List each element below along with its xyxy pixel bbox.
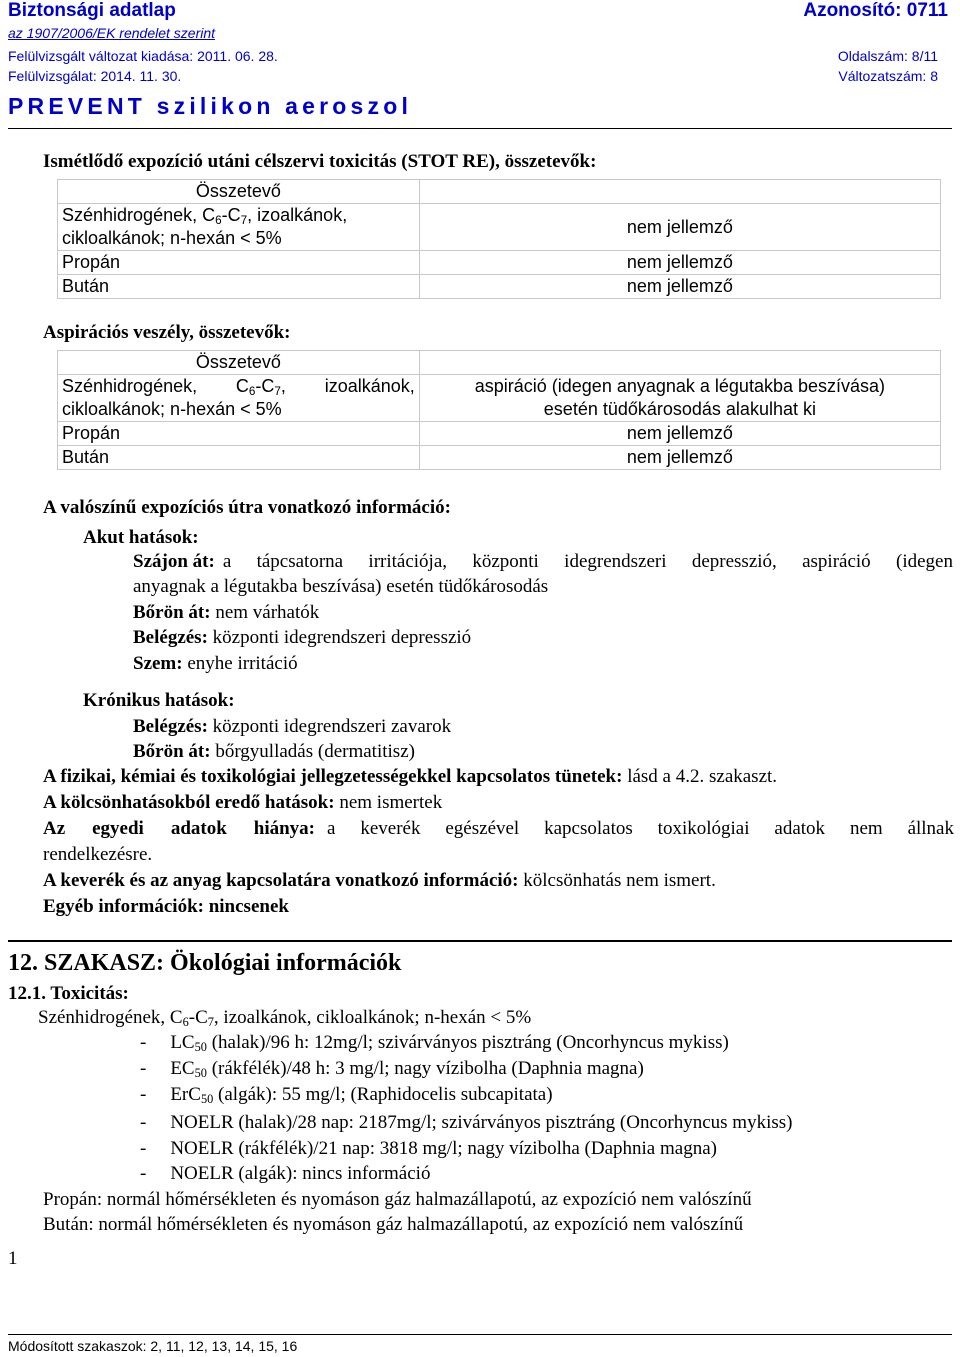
- toxicity-heading: 12.1. Toxicitás:: [8, 983, 129, 1004]
- missing-data-line2: rendelkezésre.: [43, 844, 153, 865]
- symptoms-info: A fizikai, kémiai és toxikológiai jellegzetességekkel kapcsolatos tünetek: lásd a 4.2. szakaszt.: [43, 766, 778, 787]
- document-id: Azonosító: 0711: [803, 0, 948, 21]
- page-number: Oldalszám: 8/11: [837, 48, 938, 64]
- toxicity-item: - $EC_{50}$ (rákfélék)/48 h: 3 mg/l; nagy vízibolha (Daphnia magna): [140, 1058, 644, 1080]
- chronic-heading: Krónikus hatások:: [83, 690, 235, 711]
- interaction-info: A kölcsönhatásokból eredő hatások: nem ismertek: [43, 792, 443, 813]
- section-divider: [8, 940, 952, 942]
- regulation-reference: az 1907/2006/EK rendelet szerint: [8, 25, 216, 41]
- toxicity-item: - ErC$_{50}$ (algák): 55 mg/l; (Raphidocelis subcapitata): [140, 1084, 553, 1106]
- toxicity-item: - $LC_{50}$ (halak)/96 h: 12mg/l; szivárványos pisztráng (Oncorhyncus mykiss): [140, 1032, 729, 1054]
- table-row: [58, 422, 941, 446]
- missing-data-label: Az egyedi adatok hiánya:: [43, 818, 315, 839]
- component-name: Szénhidrogének, $C_6-C_7$, izoalkánok, cikloalkánok; n-hexán < 5%: [58, 375, 420, 422]
- table-row: [58, 275, 941, 299]
- aspiration-table: [57, 350, 941, 470]
- table-row: [58, 204, 941, 251]
- table-header-cell: Összetevő: [58, 180, 420, 204]
- oral-effects-line1: [133, 551, 953, 573]
- component-name: Propán: [58, 251, 420, 275]
- butane-note: Bután: normál hőmérsékleten és nyomáson gáz halmazállapotú, az expozíció nem valószínű: [43, 1214, 744, 1235]
- chronic-skin-effects: Bőrön át: bőrgyulladás (dermatitisz): [133, 741, 415, 762]
- oral-label: Szájon át:: [133, 551, 215, 572]
- footnote-marker: 1: [8, 1248, 18, 1269]
- mixture-info: A keverék és az anyag kapcsolatára vonatkozó információ: kölcsönhatás nem ismert.: [43, 870, 716, 891]
- toxicity-item: - NOELR (algák): nincs információ: [140, 1163, 431, 1184]
- missing-data-text: a keverék egészével kapcsolatos toxikológiai adatok nem állnak: [327, 818, 954, 839]
- acute-heading: Akut hatások:: [83, 527, 199, 548]
- component-name: Bután: [58, 275, 420, 299]
- revision-date: Felülvizsgálat: 2014. 11. 30.: [8, 68, 182, 84]
- revision-issue-date: Felülvizsgált változat kiadása: 2011. 06. 28.: [8, 48, 278, 64]
- inhalation-effects: Belégzés: központi idegrendszeri depresszió: [133, 627, 472, 648]
- toxicity-component: Szénhidrogének, $C_6-C_7$, izoalkánok, cikloalkánok; n-hexán < 5%: [38, 1007, 532, 1029]
- exposure-heading: A valószínű expozíciós útra vonatkozó információ:: [43, 497, 451, 518]
- table-header-cell: Összetevő: [58, 351, 420, 375]
- component-name: Szénhidrogének, $C_6-C_7$, izoalkánok, cikloalkánok; n-hexán < 5%: [58, 204, 420, 251]
- table-row: [58, 446, 941, 470]
- modified-sections: Módosított szakaszok: 2, 11, 12, 13, 14, 15, 16: [8, 1338, 298, 1354]
- header-divider: [8, 128, 952, 129]
- chronic-inhalation-effects: Belégzés: központi idegrendszeri zavarok: [133, 716, 452, 737]
- table-row: [58, 375, 941, 422]
- propane-note: Propán: normál hőmérsékleten és nyomáson gáz halmazállapotú, az expozíció nem valószínű: [43, 1189, 752, 1210]
- component-value: nem jellemző: [419, 275, 940, 299]
- footer-divider: [8, 1334, 952, 1335]
- toxicity-item: - NOELR (rákfélék)/21 nap: 3818 mg/l; nagy vízibolha (Daphnia magna): [140, 1138, 717, 1159]
- table-row: [58, 180, 941, 204]
- other-info: Egyéb információk: nincsenek: [43, 896, 289, 917]
- component-name: Bután: [58, 446, 420, 470]
- section-12-heading: 12. SZAKASZ: Ökológiai információk: [8, 950, 402, 976]
- table-row: [58, 251, 941, 275]
- component-value: nem jellemző: [419, 204, 940, 251]
- component-value: nem jellemző: [419, 446, 940, 470]
- table-row: [58, 351, 941, 375]
- stot-table: [57, 179, 941, 299]
- skin-effects: Bőrön át: nem várhatók: [133, 602, 320, 623]
- oral-effects-line2: anyagnak a légutakba beszívása) esetén tüdőkárosodás: [133, 576, 549, 597]
- version-number: Változatszám: 8: [838, 68, 938, 84]
- component-value: nem jellemző: [419, 251, 940, 275]
- product-name: PREVENT szilikon aeroszol: [8, 93, 413, 119]
- component-value: aspiráció (idegen anyagnak a légutakba beszívása) esetén tüdőkárosodás alakulhat ki: [419, 375, 940, 422]
- component-value: nem jellemző: [419, 422, 940, 446]
- stot-heading: Ismétlődő expozíció utáni célszervi toxicitás (STOT RE), összetevők:: [43, 151, 597, 172]
- document-title: Biztonsági adatlap: [8, 0, 176, 21]
- toxicity-item: - NOELR (halak)/28 nap: 2187mg/l; szivárványos pisztráng (Oncorhyncus mykiss): [140, 1112, 793, 1133]
- aspiration-heading: Aspirációs veszély, összetevők:: [43, 322, 291, 343]
- oral-text: a tápcsatorna irritációja, központi idegrendszeri depresszió, aspiráció (idegen: [222, 551, 953, 572]
- component-name: Propán: [58, 422, 420, 446]
- missing-data-line1: [43, 818, 954, 840]
- eye-effects: Szem: enyhe irritáció: [133, 653, 298, 674]
